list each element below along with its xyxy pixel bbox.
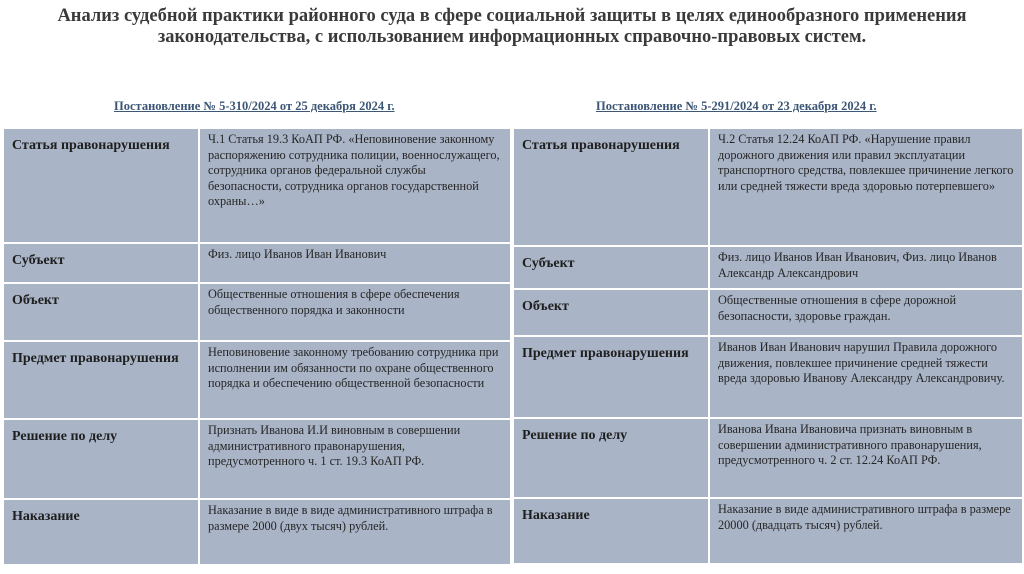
row-value: Общественные отношения в сфере обеспечения общественного порядка и законности bbox=[199, 283, 511, 341]
table-row bbox=[3, 243, 511, 283]
row-value: Ч.2 Статья 12.24 КоАП РФ. «Нарушение правил дорожного движения или правил эксплуатации транспортного средства, повлекшее причинение легкого или средней тяжести вреда здоровью потерпевшего» bbox=[709, 128, 1023, 246]
row-value: Общественные отношения в сфере дорожной безопасности, здоровье граждан. bbox=[709, 289, 1023, 336]
row-label: Предмет правонарушения bbox=[3, 341, 199, 419]
table-row bbox=[3, 419, 511, 499]
table-row bbox=[3, 128, 511, 243]
row-value: Иванов Иван Иванович нарушил Правила дорожного движения, повлекшее причинение средней тяжести вреда здоровью Иванову Александру Александровичу. bbox=[709, 336, 1023, 418]
row-label: Объект bbox=[3, 283, 199, 341]
left-ruling-heading: Постановление № 5-310/2024 от 25 декабря 2024 г. bbox=[114, 99, 395, 113]
row-label: Объект bbox=[513, 289, 709, 336]
row-label: Статья правонарушения bbox=[513, 128, 709, 246]
row-value: Иванова Ивана Ивановича признать виновным в совершении административного правонарушения, предусмотренного ч. 2 ст. 12.24 КоАП РФ. bbox=[709, 418, 1023, 498]
row-label: Предмет правонарушения bbox=[513, 336, 709, 418]
table-row bbox=[3, 283, 511, 341]
row-label: Статья правонарушения bbox=[3, 128, 199, 243]
row-value: Наказание в виде административного штрафа в размере 20000 (двадцать тысяч) рублей. bbox=[709, 498, 1023, 564]
row-label: Субъект bbox=[3, 243, 199, 283]
row-label: Наказание bbox=[3, 499, 199, 565]
row-label: Субъект bbox=[513, 246, 709, 289]
row-label: Решение по делу bbox=[3, 419, 199, 499]
table-row bbox=[3, 341, 511, 419]
row-value: Физ. лицо Иванов Иван Иванович bbox=[199, 243, 511, 283]
row-value: Физ. лицо Иванов Иван Иванович, Физ. лицо Иванов Александр Александрович bbox=[709, 246, 1023, 289]
table-row bbox=[3, 499, 511, 565]
left-ruling-table bbox=[2, 127, 512, 566]
table-row bbox=[513, 418, 1023, 498]
slide-title: Анализ судебной практики районного суда в сфере социальной защиты в целях единообразного применения законодательства, с использованием информационных справочно-правовых систем. bbox=[57, 6, 967, 47]
row-label: Наказание bbox=[513, 498, 709, 564]
row-value: Признать Иванова И.И виновным в совершении административного правонарушения, предусмотренного ч. 1 ст. 19.3 КоАП РФ. bbox=[199, 419, 511, 499]
table-row bbox=[513, 246, 1023, 289]
row-value: Неповиновение законному требованию сотрудника при исполнении им обязанности по охране общественного порядка и обеспечению общественной безопасности bbox=[199, 341, 511, 419]
right-ruling-heading: Постановление № 5-291/2024 от 23 декабря 2024 г. bbox=[596, 99, 877, 113]
table-row bbox=[513, 498, 1023, 564]
row-label: Решение по делу bbox=[513, 418, 709, 498]
table-row bbox=[513, 128, 1023, 246]
row-value: Ч.1 Статья 19.3 КоАП РФ. «Неповиновение законному распоряжению сотрудника полиции, военнослужащего, сотрудника органов федеральной службы безопасности, сотрудника органов государственной охраны…» bbox=[199, 128, 511, 243]
table-row bbox=[513, 289, 1023, 336]
table-row bbox=[513, 336, 1023, 418]
right-ruling-table bbox=[512, 127, 1024, 565]
row-value: Наказание в виде в виде административного штрафа в размере 2000 (двух тысяч) рублей. bbox=[199, 499, 511, 565]
